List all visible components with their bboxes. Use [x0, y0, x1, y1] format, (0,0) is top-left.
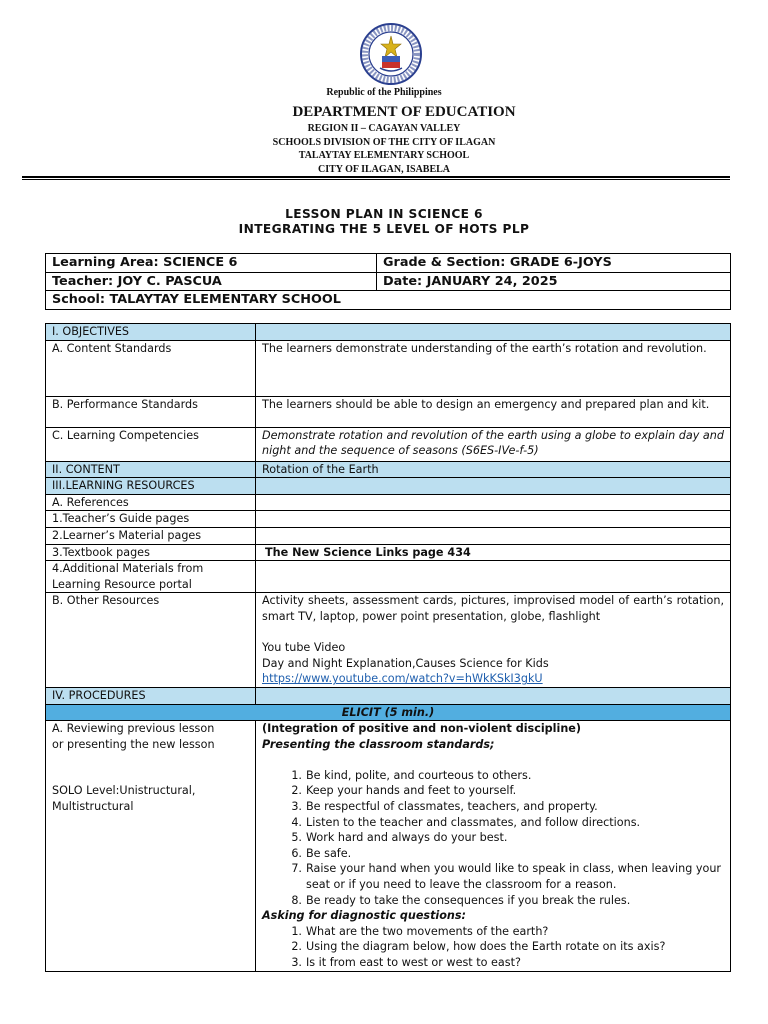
questions-list [262, 924, 724, 971]
elicit-header: ELICIT (5 min.) [46, 704, 731, 721]
list-item: 1. What are the two movements of the earth? [291, 924, 549, 938]
lesson-plan-subtitle: INTEGRATING THE 5 LEVEL OF HOTS PLP [238, 222, 530, 236]
city-line: CITY OF ILAGAN, ISABELA [317, 163, 451, 175]
list-item: 4. Listen to the teacher and classmates, and follow directions. [291, 815, 641, 829]
list-item: 3. Be respectful of classmates, teachers, and property. [291, 800, 598, 814]
lesson-plan-table [45, 323, 731, 972]
competencies-label: C. Learning Competencies [46, 427, 256, 461]
table-row [46, 704, 731, 721]
header-divider-thin [22, 179, 730, 180]
youtube-label: You tube Video [262, 641, 346, 655]
lm-label: 2.Learner’s Material pages [46, 527, 256, 544]
table-row [46, 494, 731, 511]
list-item: 1. Be kind, polite, and courteous to others. [291, 768, 532, 782]
table-row [46, 396, 731, 427]
region-line: REGION II – CAGAYAN VALLEY [307, 123, 461, 134]
performance-standards: The learners should be able to design an emergency and prepared plan and kit. [256, 396, 731, 427]
deped-seal-icon [352, 22, 430, 86]
grade-section: Grade & Section: GRADE 6-JOYS [377, 254, 731, 273]
table-row [46, 478, 731, 495]
table-row [46, 687, 731, 704]
list-item: 2. Keep your hands and feet to yourself. [291, 784, 517, 798]
table-row [46, 721, 731, 972]
other-resources: Activity sheets, assessment cards, pictures, improvised model of earth’s rotation, smart TV, laptop, power point presentation, globe, flashlight [262, 594, 724, 623]
list-item: 2. Using the diagram below, how does the Earth rotate on its axis? [291, 940, 666, 954]
textbook: The New Science Links page 434 [256, 544, 731, 561]
lesson-plan-title: LESSON PLAN IN SCIENCE 6 [285, 207, 483, 221]
teacher: Teacher: JOY C. PASCUA [46, 272, 377, 291]
solo-level-2: Multistructural [52, 800, 134, 814]
solo-level: SOLO Level:Unistructural, [52, 784, 196, 798]
header-divider [22, 176, 730, 178]
table-row [46, 340, 731, 396]
additional-label-2: Learning Resource portal [52, 577, 192, 591]
references-label: A. References [46, 494, 256, 511]
competencies: Demonstrate rotation and revolution of the earth using a globe to explain day and night and the sequence of seasons (S6ES-IVe-f-5) [256, 427, 731, 461]
republic-line: Republic of the Philippines [326, 87, 442, 98]
table-row [46, 593, 731, 688]
learning-area: Learning Area: SCIENCE 6 [46, 254, 377, 273]
info-table [45, 253, 731, 310]
list-item: 8. Be ready to take the consequences if you break the rules. [291, 893, 631, 907]
asking-heading: Asking for diagnostic questions: [262, 909, 467, 923]
review-label: A. Reviewing previous lesson [52, 722, 215, 736]
integration-note: (Integration of positive and non-violent discipline) [262, 722, 582, 736]
school: School: TALAYTAY ELEMENTARY SCHOOL [46, 291, 731, 310]
table-row [46, 427, 731, 461]
review-label-2: or presenting the new lesson [52, 737, 215, 751]
table-row [46, 561, 731, 593]
textbook-label: 3.Textbook pages [46, 544, 256, 561]
content-standards-label: A. Content Standards [46, 340, 256, 396]
table-row [46, 461, 731, 478]
list-item: 5. Work hard and always do your best. [291, 831, 508, 845]
list-item: 6. Be safe. [291, 846, 352, 860]
school-line: TALAYTAY ELEMENTARY SCHOOL [298, 150, 470, 161]
video-title: Day and Night Explanation,Causes Science for Kids [262, 656, 549, 670]
list-item: 3. Is it from east to west or west to east? [291, 956, 521, 969]
table-row [46, 527, 731, 544]
table-row [46, 324, 731, 341]
performance-standards-label: B. Performance Standards [46, 396, 256, 427]
standards-list [262, 768, 724, 908]
additional-label: 4.Additional Materials from [52, 562, 204, 576]
table-row [46, 544, 731, 561]
objectives-label: I. OBJECTIVES [46, 324, 256, 341]
division-line: SCHOOLS DIVISION OF THE CITY OF ILAGAN [272, 136, 496, 148]
list-item: 7. Raise your hand when you would like to speak in class, when leaving your seat or if you need to leave the classroom for a reason. [291, 862, 722, 892]
procedures-label: IV. PROCEDURES [46, 687, 256, 704]
content: Rotation of the Earth [256, 461, 731, 478]
video-link[interactable]: https://www.youtube.com/watch?v=hWkKSkI3gkU [262, 672, 543, 686]
other-resources-label: B. Other Resources [46, 593, 256, 688]
department-name: DEPARTMENT OF EDUCATION [292, 104, 516, 120]
resources-label: III.LEARNING RESOURCES [46, 478, 256, 495]
date: Date: JANUARY 24, 2025 [377, 272, 731, 291]
table-row [46, 511, 731, 528]
content-standards: The learners demonstrate understanding of the earth’s rotation and revolution. [256, 340, 731, 396]
content-label: II. CONTENT [46, 461, 256, 478]
presenting-heading: Presenting the classroom standards; [262, 737, 495, 751]
tg-label: 1.Teacher’s Guide pages [46, 511, 256, 528]
